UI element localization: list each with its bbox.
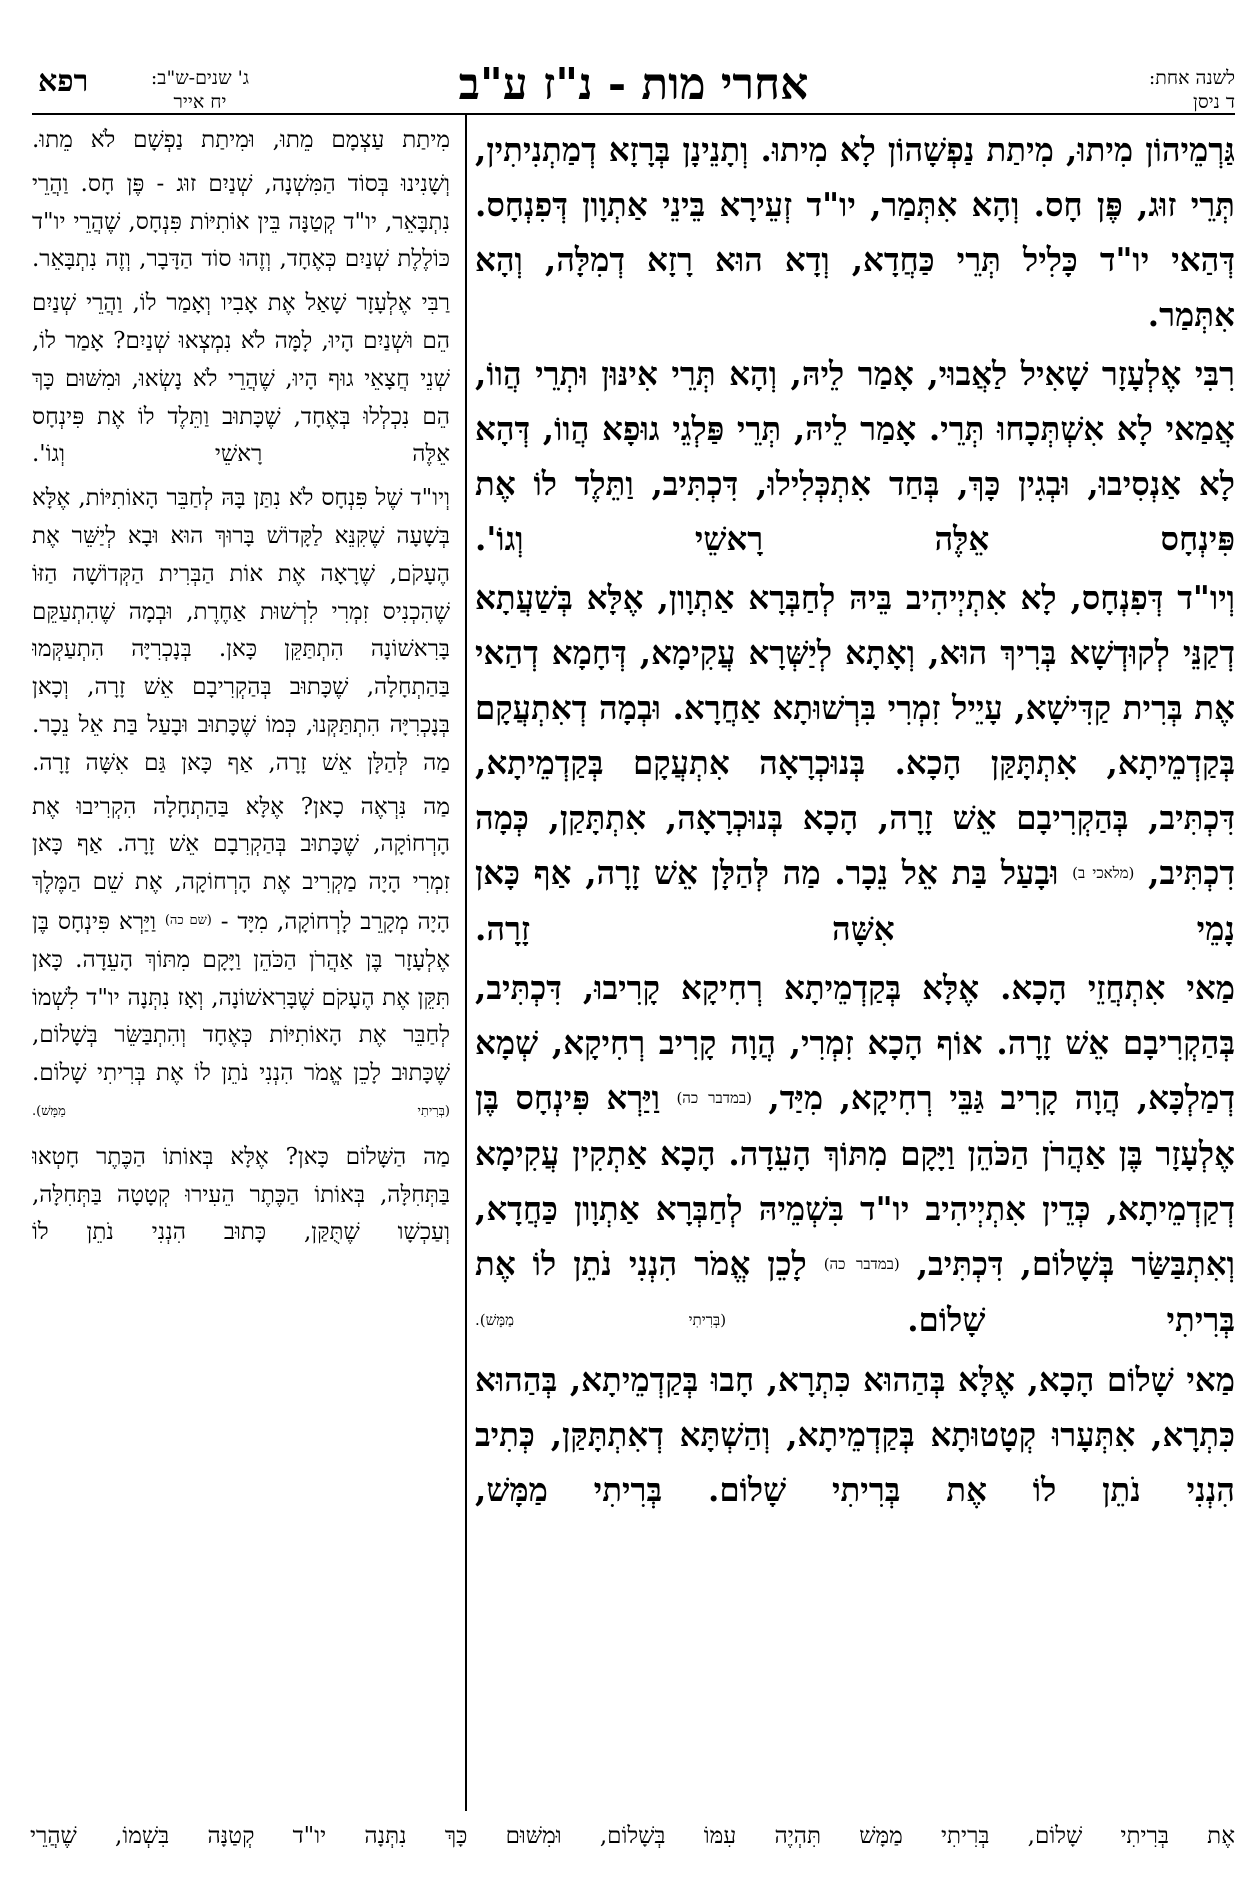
header-divider — [32, 113, 1235, 115]
commentary-paragraph-1-text: מִיתַת עַצְמָם מֵתוּ, וּמִיתַת נַפְשָׁם לֹא מֵתוּ. — [32, 127, 450, 153]
main-paragraph-4-text-cont2: לָכֵן אֱמֹר הִנְנִי נֹתֵן לוֹ אֶת בְּרִיתִי שָׁלוֹם. — [475, 1244, 1235, 1339]
main-paragraph-3-text-cont: וּבָעַל בַּת אֵל נֵכָר. מַה לְּהַלָּן אֵשׁ זָרָה, אַף כָּאן נָמֵי אִשָּׁה זָרָה. — [475, 853, 1235, 948]
main-paragraph-2-text: רִבִּי אֶלְעָזָר שָׁאִיל לַאֲבוּי, אָמַר לֵיהּ, וְהָא תְּרֵי אִינּוּן וּתְרֵי הֲווֹ, אֲמַאי לָא אִשְׁתְּכָחוּ תְּרֵי. אָמַר לֵיהּ, תְּרֵי פַּלְגֵי גוּפָא הֲווֹ, דְּהָא לָא אַנְסִיבוּ, וּבְגִין כָּךְ, בְּחַד אִתְכְּלִילוּ, דִּכְתִּיב, וַתֵּלֶד לוֹ אֶת פִּינְחָס אֵלֶּה רָאשֵׁי וְגוֹ'. — [475, 354, 1235, 558]
schedule-one-year-label: לשנה אחת: — [1148, 67, 1235, 89]
page-number: רפא — [38, 64, 89, 99]
commentary-paragraph-4 — [32, 480, 450, 782]
commentary-paragraph-3-text: רַבִּי אֶלְעָזָר שָׁאַל אֶת אָבִיו וְאָמַר לוֹ, וַהֲרֵי שְׁנַיִם הֵם וּשְׁנַיִם הָיוּ, לָמָּה לֹא נִמְצְאוּ שְׁנַיִם? אָמַר לוֹ, שְׁנֵי חֲצָאֵי גוּף הָיוּ, שֶׁהֲרֵי לֹא נָשְׂאוּ, וּמִשּׁוּם כָּךְ הֵם נִכְלְלוּ בְּאֶחָד, שֶׁכָּתוּב וַתֵּלֶד לוֹ אֶת פִּינְחָס אֵלֶּה רָאשֵׁי וְגוֹ'. — [32, 290, 450, 468]
source-reference: (בְּרִיתִי מַמָּשׁ). — [32, 1103, 450, 1119]
column-divider — [465, 113, 467, 1811]
commentary-paragraph-5-text-cont: וַיַּרְא פִּינְחָס בֶּן אֶלְעָזָר בֶּן אַהֲרֹן הַכֹּהֵן וַיָּקָם מִתּוֹךְ הָעֵדָה. כָּאן תִּקֵּן אֶת הֶעָקֹם שֶׁבָּרִאשׁוֹנָה, וְאָז נִתְּנָה יו"ד לִשְׁמוֹ לְחַבֵּר אֶת הָאוֹתִיּוֹת כְּאֶחָד וְהִתְבַּשֵּׂר בְּשָׁלוֹם, שֶׁכָּתוּב לָכֵן אֱמֹר הִנְנִי נֹתֵן לוֹ אֶת בְּרִיתִי שָׁלוֹם. — [32, 908, 450, 1087]
commentary-paragraph-5-text: מַה נִּרְאֶה כָאן? אֶלָּא בַּהַתְחָלָה הִקְרִיבוּ אֶת הָרְחוֹקָה, שֶׁכָּתוּב בְּהַקְרִבָם אֵשׁ זָרָה. אַף כָּאן זִמְרִי הָיָה מַקְרִיב אֶת הָרְחוֹקָה, אֶת שֵׁם הַמֶּלֶךְ הָיָה מְקָרֵב לָרְחוֹקָה, מִיָּד - — [32, 793, 450, 935]
source-reference: (במדבר כה) — [676, 1089, 752, 1107]
commentary-paragraph-2 — [32, 166, 450, 279]
schedule-three-years — [110, 66, 290, 114]
commentary-column — [32, 122, 450, 1812]
main-paragraph-1 — [475, 122, 1235, 342]
source-reference: (שם כה) — [164, 912, 212, 928]
main-paragraph-4-text: מַאי אִתְחֲזֵי הָכָא. אֶלָּא בְּקַדְמֵיתָא רְחִיקָא קָרִיבוּ, דִּכְתִּיב, בְּהַקְרִיבָם אֵשׁ זָרָה. אוֹף הָכָא זִמְרִי, הֲוָה קָרִיב רְחִיקָא, שְׁמָא דְמַלְכָּא, הֲוָה קָרִיב גַּבֵּי רְחִיקָא, מִיַּד, — [475, 968, 1235, 1117]
main-paragraph-3-text: וְיו"ד דְּפִנְחָס, לָא אִתְיְיהִיב בֵּיהּ לְחַבְּרָא אַתְוָון, אֶלָּא בְּשַׁעֲתָא דְקַנֵּי לְקוּדְשָׁא בְּרִיךְ הוּא, וְאָתָא לְיַשְּׁרָא עֲקִימָא, דְּחָמָא דְהַאי אֶת בְּרִית קַדִּישָׁא, עָיֵיל זִמְרִי בִּרְשׁוּתָא אַחֲרָא. וּבְמָה דְאִתְעֲקָם בְּקַדְמֵיתָא, אִתְתָּקַּן הָכָא. בְּנוּכְרָאָה אִתְעֲקָם בְּקַדְמֵיתָא, דִּכְתִּיב, בְּהַקְרִיבָם אֵשׁ זָרָה, הָכָא בְּנוּכְרָאָה, אִתְתָּקַן, כְּמָה דִכְתִּיב, — [475, 578, 1235, 892]
main-paragraph-5 — [475, 1352, 1235, 1517]
source-reference: (מלאכי ב) — [1072, 864, 1135, 882]
footer-continuation-line: אֶת בְּרִיתִי שָׁלוֹם, בְּרִיתִי מַמָּשׁ תִּהְיֶה עִמּוֹ בְּשָׁלוֹם, וּמִשּׁוּם כָּךְ נִתְּנָה יו"ד קְטַנָּה בִּשְׁמוֹ, שֶׁהֲרֵי — [30, 1823, 1235, 1849]
schedule-three-years-date: יח אייר — [173, 91, 227, 113]
schedule-one-year-date: ד ניסן — [1193, 91, 1235, 113]
main-paragraph-2 — [475, 346, 1235, 566]
source-reference: (במדבר כה) — [823, 1255, 900, 1273]
commentary-paragraph-4-text: וְיו"ד שֶׁל פִּנְחָס לֹא נִתַּן בָּהּ לְחַבֵּר הָאוֹתִיּוֹת, אֶלָּא בְּשָׁעָה שֶׁקִּנֵּא לַקָּדוֹשׁ בָּרוּךְ הוּא וּבָא לְיַשֵּׁר אֶת הֶעָקֹם, שֶׁרָאָה אֶת אוֹת הַבְּרִית הַקְּדוֹשָׁה הַזּוֹ שֶׁהִכְנִיס זִמְרִי לִרְשׁוּת אַחֶרֶת, וּבְמָה שֶׁהִתְעַקֵּם בָּרִאשׁוֹנָה הִתְתַּקֵּן כָּאן. בְּנָכְרִיָּה הִתְעַקְּמוּ בַּהַתְחָלָה, שֶׁכָּתוּב בְּהַקְרִיבָם אֵשׁ זָרָה, וְכָאן בְּנָכְרִיָּה הִתְתַּקְּנוּ, כְּמוֹ שֶׁכָּתוּב וּבָעַל בַּת אֵל נֵכָר. מַה לְּהַלָּן אֵשׁ זָרָה, אַף כָּאן גַּם אִשָּׁה זָרָה. — [32, 485, 450, 776]
main-paragraph-1-text: גַּרְמֵיהוֹן מִיתוּ, מִיתַת נַפְשָׁהוֹן לָא מִיתוּ. וְתָנֵינָן בְּרָזָא דְמַתְנִיתִין, תְּרֵי זוּג, פֶּן חָס. וְהָא אִתְּמַר, יו"ד זְעֵירָא בֵּינֵי אַתְוָון דְּפִנְחָס. דְּהַאי יו"ד כָּלִיל תְּרֵי כַּחֲדָא, וְדָא הוּא רָזָא דְמִלָּה, וְהָא אִתְּמַר. — [475, 130, 1235, 334]
page-header — [32, 58, 1235, 128]
main-paragraph-3 — [475, 570, 1235, 956]
schedule-three-years-label: ג' שנים-ש"ב: — [150, 67, 250, 89]
commentary-paragraph-5 — [32, 789, 450, 1133]
commentary-paragraph-1 — [32, 122, 450, 160]
commentary-paragraph-2-text: וְשָׁנִינוּ בְּסוֹד הַמִּשְׁנָה, שְׁנַיִם זוּג - פֶּן חָס. וַהֲרֵי נִתְבָּאֵר, יו"ד קְטַנָּה בֵּין אוֹתִיּוֹת פִּנְחָס, שֶׁהֲרֵי יו"ד כּוֹלֶלֶת שְׁנַיִם כְּאֶחָד, וְזֶהוּ סוֹד הַדָּבָר, וְזֶה נִתְבָּאֵר. — [32, 170, 450, 273]
commentary-paragraph-6-text: מַה הַשָּׁלוֹם כָּאן? אֶלָּא בְּאוֹתוֹ הַכֶּתֶר חָטְאוּ בַּתְּחִלָּה, בְּאוֹתוֹ הַכֶּתֶר הֵעִירוּ קְטָטָה בַּתְּחִלָּה, וְעַכְשָׁו שֶׁתֻּקַּן, כָּתוּב הִנְנִי נֹתֵן לוֹ — [32, 1143, 450, 1246]
page-title: אחרי מות - נ"ז ע"ב — [458, 59, 809, 110]
main-paragraph-4-text-cont: וַיַּרְא פִּינְחָס בֶּן אֶלְעָזָר בֶּן אַהֲרֹן הַכֹּהֵן וַיָּקָם מִתּוֹךְ הָעֵדָה. הָכָא אַתְקִין עֲקִימָא דְקַדְמֵיתָא, כְּדֵין אִתְיְיהִיב יו"ד בִּשְׁמֵיהּ לְחַבְּרָא אַתְוָון כַּחֲדָא, וְאִתְבַּשַּׂר בְּשָׁלוֹם, דִּכְתִּיב, — [475, 1078, 1235, 1283]
source-reference: (בְּרִיתִי מַמָּשׁ). — [475, 1311, 727, 1329]
commentary-paragraph-3 — [32, 285, 450, 474]
main-paragraph-5-text: מַאי שָׁלוֹם הָכָא, אֶלָּא בְּהַהוּא כִּתְרָא, חָבוּ בְּקַדְמֵיתָא, בְּהַהוּא כִּתְרָא, אִתְּעָרוּ קְטָטוּתָא בְּקַדְמֵיתָא, וְהַשְׁתָּא דְאִתְתָּקַּן, כְּתִיב הִנְנִי נֹתֵן לוֹ אֶת בְּרִיתִי שָׁלוֹם. בְּרִיתִי מַמָּשׁ, — [475, 1360, 1235, 1509]
main-text-column — [475, 122, 1235, 1812]
commentary-paragraph-6 — [32, 1139, 450, 1252]
main-paragraph-4 — [475, 960, 1235, 1348]
